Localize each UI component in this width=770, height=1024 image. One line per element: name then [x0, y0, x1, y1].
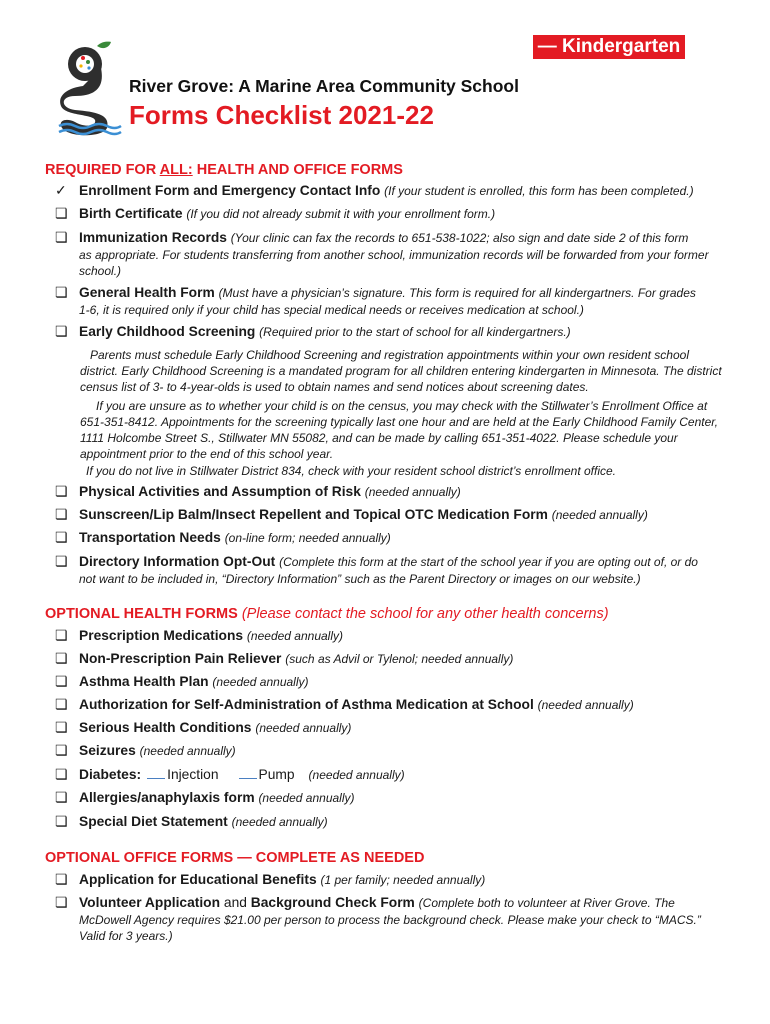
- list-item[interactable]: ❏ General Health Form (Must have a physician’s signature. This form is required for all kindergartners. For grades 1-6, it is required only if your child has special medical needs or receives medication at school.): [55, 284, 696, 317]
- section-required-heading: REQUIRED FOR ALL: HEALTH AND OFFICE FORMS: [45, 162, 403, 178]
- list-item[interactable]: ❏ Application for Educational Benefits (1 per family; needed annually): [55, 871, 486, 887]
- list-item[interactable]: ❏ Non-Prescription Pain Reliever (such as Advil or Tylenol; needed annually): [55, 650, 514, 666]
- screening-paragraph: Parents must schedule Early Childhood Screening and registration appointments within your own resident school district. Early Childhood Screening is a mandated program for all children entering kindergarten in Minnesota. The district census list of 3- to 4-year-olds is used to obtain names and send notices about screening dates.: [80, 348, 722, 394]
- section-optional-health-heading: OPTIONAL HEALTH FORMS (Please contact the school for any other health concerns): [45, 606, 609, 622]
- checkbox-icon[interactable]: ❏: [55, 323, 68, 339]
- checkbox-icon[interactable]: ❏: [55, 553, 68, 569]
- list-item[interactable]: ❏ Authorization for Self-Administration of Asthma Medication at School (needed annually): [55, 696, 634, 712]
- school-logo: [55, 38, 125, 138]
- section-optional-office-heading: OPTIONAL OFFICE FORMS — COMPLETE AS NEEDED: [45, 850, 425, 866]
- checkbox-icon[interactable]: ❏: [55, 673, 68, 689]
- checkbox-icon[interactable]: ❏: [55, 483, 68, 499]
- pump-label: Pump: [258, 767, 295, 782]
- list-item[interactable]: ❏ Sunscreen/Lip Balm/Insect Repellent and Topical OTC Medication Form (needed annually): [55, 506, 648, 522]
- list-item[interactable]: ❏ Directory Information Opt-Out (Complete this form at the start of the school year if you are opting out of, or do not want to be included in, “Directory Information” such as the Parent Directory or images on our website.): [55, 553, 698, 586]
- list-item[interactable]: ✓ Enrollment Form and Emergency Contact Info (If your student is enrolled, this form has been completed.): [55, 182, 694, 198]
- checkbox-icon[interactable]: ❏: [55, 529, 68, 545]
- page-title: Forms Checklist 2021-22: [129, 100, 434, 130]
- checkmark-icon: ✓: [55, 182, 67, 198]
- checkbox-icon[interactable]: ❏: [55, 627, 68, 643]
- checkbox-icon[interactable]: ❏: [55, 789, 68, 805]
- checkbox-icon[interactable]: ❏: [55, 871, 68, 887]
- checkbox-icon[interactable]: ❏: [55, 719, 68, 735]
- checkbox-icon[interactable]: ❏: [55, 284, 68, 300]
- checkbox-icon[interactable]: ❏: [55, 650, 68, 666]
- list-item[interactable]: ❏ Serious Health Conditions (needed annually): [55, 719, 352, 735]
- checkbox-icon[interactable]: ❏: [55, 742, 68, 758]
- list-item[interactable]: ❏ Immunization Records (Your clinic can fax the records to 651-538-1022; also sign and date side 2 of this form as appropriate. For students transferring from another school, immunization records will be forwarded from your former school.): [55, 229, 709, 278]
- list-item[interactable]: ❏ Asthma Health Plan (needed annually): [55, 673, 309, 689]
- checkbox-icon[interactable]: ❏: [55, 766, 68, 782]
- checkbox-icon[interactable]: ❏: [55, 813, 68, 829]
- injection-label: Injection: [167, 767, 219, 782]
- injection-blank[interactable]: [147, 778, 165, 779]
- list-item[interactable]: ❏ Volunteer Application and Background Check Form (Complete both to volunteer at River Grove. The McDowell Agency requires $21.00 per person to process the background check. Please make your check to “MACS.” Valid for 3 years.): [55, 894, 701, 943]
- checkbox-icon[interactable]: ❏: [55, 696, 68, 712]
- checkbox-icon[interactable]: ❏: [55, 506, 68, 522]
- list-item[interactable]: ❏ Physical Activities and Assumption of Risk (needed annually): [55, 483, 461, 499]
- checkbox-icon[interactable]: ❏: [55, 229, 68, 245]
- school-name: River Grove: A Marine Area Community School: [129, 76, 519, 96]
- kindergarten-badge: — Kindergarten —: [533, 35, 685, 59]
- list-item[interactable]: ❏ Allergies/anaphylaxis form (needed annually): [55, 789, 355, 805]
- list-item[interactable]: ❏ Seizures (needed annually): [55, 742, 236, 758]
- list-item[interactable]: ❏ Special Diet Statement (needed annually): [55, 813, 328, 829]
- list-item[interactable]: ❏ Early Childhood Screening (Required prior to the start of school for all kindergartners.): [55, 323, 571, 339]
- list-item[interactable]: ❏ Birth Certificate (If you did not already submit it with your enrollment form.): [55, 205, 496, 221]
- checkbox-icon[interactable]: ❏: [55, 205, 68, 221]
- list-item[interactable]: ❏ Prescription Medications (needed annually): [55, 627, 343, 643]
- checkbox-icon[interactable]: ❏: [55, 894, 68, 910]
- screening-paragraph: If you do not live in Stillwater District 834, check with your resident school district’s enrollment office.: [86, 464, 617, 478]
- pump-blank[interactable]: [239, 778, 257, 779]
- list-item[interactable]: ❏ Transportation Needs (on-line form; needed annually): [55, 529, 391, 545]
- list-item-diabetes[interactable]: ❏ Diabetes: Injection Pump (needed annually): [55, 766, 405, 782]
- screening-paragraph: If you are unsure as to whether your child is on the census, you may check with the Stillwater’s Enrollment Office at 651-351-8412. Appointments for the screening typically last one hour and are held at the Early Childhood Family Center, 1111 Holcombe Street S., Stillwater MN 55082, and can be made by calling 651-351-4022. Please schedule your appointment prior to the end of this school year.: [80, 399, 718, 461]
